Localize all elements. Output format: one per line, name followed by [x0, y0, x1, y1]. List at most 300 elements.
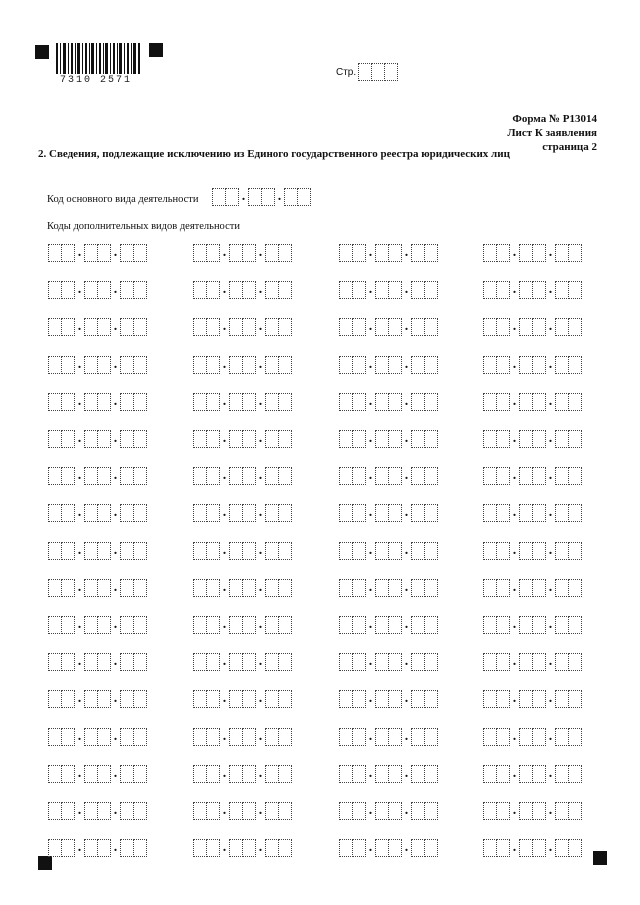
code-digit-cell[interactable]: [242, 839, 256, 857]
additional-activity-code-field[interactable]: [339, 579, 438, 597]
code-digit-cell[interactable]: [84, 765, 98, 783]
code-digit-cell[interactable]: [61, 281, 75, 299]
code-digit-cell[interactable]: [375, 616, 389, 634]
code-digit-cell[interactable]: [555, 318, 569, 336]
code-digit-cell[interactable]: [229, 616, 243, 634]
code-digit-cell[interactable]: [133, 802, 147, 820]
code-digit-cell[interactable]: [48, 393, 62, 411]
code-digit-cell[interactable]: [519, 690, 533, 708]
code-digit-cell[interactable]: [352, 393, 366, 411]
code-digit-cell[interactable]: [339, 653, 353, 671]
code-digit-cell[interactable]: [97, 281, 111, 299]
code-digit-cell[interactable]: [206, 765, 220, 783]
code-digit-cell[interactable]: [375, 653, 389, 671]
code-digit-cell[interactable]: [97, 579, 111, 597]
code-digit-cell[interactable]: [193, 616, 207, 634]
additional-activity-code-field[interactable]: [193, 281, 292, 299]
additional-activity-code-field[interactable]: [48, 318, 147, 336]
additional-activity-code-field[interactable]: [48, 579, 147, 597]
additional-activity-code-field[interactable]: [339, 430, 438, 448]
code-digit-cell[interactable]: [388, 579, 402, 597]
code-digit-cell[interactable]: [568, 690, 582, 708]
code-digit-cell[interactable]: [229, 393, 243, 411]
code-digit-cell[interactable]: [120, 467, 134, 485]
code-digit-cell[interactable]: [519, 579, 533, 597]
code-digit-cell[interactable]: [48, 839, 62, 857]
code-digit-cell[interactable]: [133, 244, 147, 262]
code-digit-cell[interactable]: [84, 728, 98, 746]
code-digit-cell[interactable]: [496, 616, 510, 634]
code-digit-cell[interactable]: [388, 802, 402, 820]
code-digit-cell[interactable]: [532, 504, 546, 522]
code-digit-cell[interactable]: [84, 318, 98, 336]
code-digit-cell[interactable]: [84, 467, 98, 485]
code-digit-cell[interactable]: [496, 802, 510, 820]
code-digit-cell[interactable]: [97, 839, 111, 857]
code-digit-cell[interactable]: [48, 728, 62, 746]
code-digit-cell[interactable]: [483, 579, 497, 597]
code-digit-cell[interactable]: [229, 690, 243, 708]
code-digit-cell[interactable]: [532, 579, 546, 597]
code-digit-cell[interactable]: [388, 467, 402, 485]
code-digit-cell[interactable]: [229, 542, 243, 560]
code-digit-cell[interactable]: [568, 802, 582, 820]
code-digit-cell[interactable]: [265, 430, 279, 448]
code-digit-cell[interactable]: [265, 542, 279, 560]
code-digit-cell[interactable]: [352, 467, 366, 485]
code-digit-cell[interactable]: [120, 802, 134, 820]
code-digit-cell[interactable]: [519, 504, 533, 522]
additional-activity-code-field[interactable]: [48, 653, 147, 671]
code-digit-cell[interactable]: [61, 653, 75, 671]
code-digit-cell[interactable]: [97, 653, 111, 671]
additional-activity-code-field[interactable]: [483, 690, 582, 708]
code-digit-cell[interactable]: [229, 318, 243, 336]
code-digit-cell[interactable]: [120, 504, 134, 522]
code-digit-cell[interactable]: [411, 356, 425, 374]
additional-activity-code-field[interactable]: [48, 616, 147, 634]
code-digit-cell[interactable]: [193, 839, 207, 857]
code-digit-cell[interactable]: [193, 393, 207, 411]
code-digit-cell[interactable]: [483, 616, 497, 634]
code-digit-cell[interactable]: [278, 504, 292, 522]
additional-activity-code-field[interactable]: [193, 728, 292, 746]
code-digit-cell[interactable]: [265, 579, 279, 597]
code-digit-cell[interactable]: [265, 467, 279, 485]
code-digit-cell[interactable]: [120, 318, 134, 336]
additional-activity-code-field[interactable]: [339, 616, 438, 634]
code-digit-cell[interactable]: [555, 430, 569, 448]
code-digit-cell[interactable]: [265, 690, 279, 708]
code-digit-cell[interactable]: [411, 393, 425, 411]
additional-activity-code-field[interactable]: [193, 653, 292, 671]
code-digit-cell[interactable]: [424, 653, 438, 671]
code-digit-cell[interactable]: [483, 356, 497, 374]
code-digit-cell[interactable]: [483, 393, 497, 411]
code-digit-cell[interactable]: [120, 281, 134, 299]
additional-activity-code-field[interactable]: [483, 653, 582, 671]
code-digit-cell[interactable]: [375, 802, 389, 820]
additional-activity-code-field[interactable]: [483, 765, 582, 783]
code-digit-cell[interactable]: [555, 839, 569, 857]
code-digit-cell[interactable]: [375, 839, 389, 857]
code-digit-cell[interactable]: [411, 504, 425, 522]
code-digit-cell[interactable]: [97, 467, 111, 485]
code-digit-cell[interactable]: [424, 356, 438, 374]
code-digit-cell[interactable]: [84, 430, 98, 448]
code-digit-cell[interactable]: [388, 765, 402, 783]
code-digit-cell[interactable]: [375, 542, 389, 560]
code-digit-cell[interactable]: [568, 728, 582, 746]
code-digit-cell[interactable]: [388, 690, 402, 708]
code-digit-cell[interactable]: [229, 504, 243, 522]
code-digit-cell[interactable]: [568, 504, 582, 522]
code-digit-cell[interactable]: [496, 728, 510, 746]
code-digit-cell[interactable]: [411, 690, 425, 708]
code-digit-cell[interactable]: [206, 616, 220, 634]
code-digit-cell[interactable]: [519, 839, 533, 857]
code-digit-cell[interactable]: [568, 616, 582, 634]
additional-activity-code-field[interactable]: [339, 356, 438, 374]
additional-activity-code-field[interactable]: [483, 579, 582, 597]
code-digit-cell[interactable]: [375, 281, 389, 299]
code-digit-cell[interactable]: [532, 728, 546, 746]
code-digit-cell[interactable]: [242, 653, 256, 671]
additional-activity-code-field[interactable]: [193, 430, 292, 448]
code-digit-cell[interactable]: [61, 356, 75, 374]
code-digit-cell[interactable]: [424, 690, 438, 708]
code-digit-cell[interactable]: [483, 690, 497, 708]
code-digit-cell[interactable]: [206, 839, 220, 857]
code-digit-cell[interactable]: [411, 542, 425, 560]
code-digit-cell[interactable]: [496, 467, 510, 485]
code-digit-cell[interactable]: [133, 579, 147, 597]
additional-activity-code-field[interactable]: [483, 244, 582, 262]
page-digit-cell[interactable]: [384, 63, 398, 81]
code-digit-cell[interactable]: [424, 802, 438, 820]
code-digit-cell[interactable]: [424, 839, 438, 857]
code-digit-cell[interactable]: [265, 765, 279, 783]
code-digit-cell[interactable]: [206, 690, 220, 708]
code-digit-cell[interactable]: [242, 728, 256, 746]
code-digit-cell[interactable]: [278, 244, 292, 262]
code-digit-cell[interactable]: [483, 430, 497, 448]
code-digit-cell[interactable]: [339, 244, 353, 262]
code-digit-cell[interactable]: [411, 579, 425, 597]
code-digit-cell[interactable]: [133, 616, 147, 634]
code-digit-cell[interactable]: [555, 467, 569, 485]
code-digit-cell[interactable]: [568, 356, 582, 374]
code-digit-cell[interactable]: [278, 393, 292, 411]
code-digit-cell[interactable]: [193, 690, 207, 708]
code-digit-cell[interactable]: [97, 244, 111, 262]
code-digit-cell[interactable]: [120, 579, 134, 597]
code-digit-cell[interactable]: [496, 542, 510, 560]
additional-activity-code-field[interactable]: [483, 802, 582, 820]
additional-activity-code-field[interactable]: [48, 690, 147, 708]
code-digit-cell[interactable]: [97, 802, 111, 820]
code-digit-cell[interactable]: [206, 318, 220, 336]
code-digit-cell[interactable]: [242, 542, 256, 560]
code-digit-cell[interactable]: [483, 765, 497, 783]
code-digit-cell[interactable]: [555, 728, 569, 746]
code-digit-cell[interactable]: [48, 281, 62, 299]
code-digit-cell[interactable]: [48, 616, 62, 634]
code-digit-cell[interactable]: [496, 579, 510, 597]
code-digit-cell[interactable]: [388, 244, 402, 262]
code-digit-cell[interactable]: [555, 356, 569, 374]
code-digit-cell[interactable]: [120, 690, 134, 708]
code-digit-cell[interactable]: [339, 728, 353, 746]
code-digit-cell[interactable]: [48, 356, 62, 374]
code-digit-cell[interactable]: [483, 839, 497, 857]
additional-activity-code-field[interactable]: [339, 653, 438, 671]
code-digit-cell[interactable]: [483, 504, 497, 522]
code-digit-cell[interactable]: [388, 616, 402, 634]
code-digit-cell[interactable]: [339, 318, 353, 336]
code-digit-cell[interactable]: [242, 690, 256, 708]
code-digit-cell[interactable]: [339, 542, 353, 560]
code-digit-cell[interactable]: [568, 244, 582, 262]
code-digit-cell[interactable]: [339, 504, 353, 522]
code-digit-cell[interactable]: [84, 281, 98, 299]
code-digit-cell[interactable]: [424, 616, 438, 634]
code-digit-cell[interactable]: [568, 318, 582, 336]
code-digit-cell[interactable]: [555, 802, 569, 820]
additional-activity-code-field[interactable]: [48, 765, 147, 783]
code-digit-cell[interactable]: [352, 281, 366, 299]
additional-activity-code-field[interactable]: [339, 244, 438, 262]
code-digit-cell[interactable]: [532, 839, 546, 857]
code-digit-cell[interactable]: [519, 653, 533, 671]
additional-activity-code-field[interactable]: [48, 542, 147, 560]
code-digit-cell[interactable]: [242, 244, 256, 262]
code-digit-cell[interactable]: [229, 244, 243, 262]
code-digit-cell[interactable]: [519, 318, 533, 336]
code-digit-cell[interactable]: [278, 467, 292, 485]
code-digit-cell[interactable]: [352, 504, 366, 522]
code-digit-cell[interactable]: [339, 839, 353, 857]
additional-activity-code-field[interactable]: [193, 393, 292, 411]
code-digit-cell[interactable]: [133, 728, 147, 746]
code-digit-cell[interactable]: [375, 430, 389, 448]
code-digit-cell[interactable]: [278, 281, 292, 299]
code-digit-cell[interactable]: [424, 579, 438, 597]
code-digit-cell[interactable]: [388, 393, 402, 411]
code-digit-cell[interactable]: [568, 765, 582, 783]
additional-activity-code-field[interactable]: [193, 616, 292, 634]
code-digit-cell[interactable]: [133, 430, 147, 448]
additional-activity-code-field[interactable]: [193, 542, 292, 560]
code-digit-cell[interactable]: [555, 393, 569, 411]
code-digit-cell[interactable]: [352, 244, 366, 262]
code-digit-cell[interactable]: [193, 728, 207, 746]
code-digit-cell[interactable]: [120, 765, 134, 783]
code-digit-cell[interactable]: [532, 244, 546, 262]
additional-activity-code-field[interactable]: [339, 802, 438, 820]
additional-activity-code-field[interactable]: [339, 467, 438, 485]
code-digit-cell[interactable]: [242, 318, 256, 336]
code-digit-cell[interactable]: [84, 653, 98, 671]
code-digit-cell[interactable]: [278, 616, 292, 634]
code-digit-cell[interactable]: [339, 430, 353, 448]
code-digit-cell[interactable]: [61, 467, 75, 485]
code-digit-cell[interactable]: [61, 504, 75, 522]
code-digit-cell[interactable]: [278, 579, 292, 597]
code-digit-cell[interactable]: [133, 504, 147, 522]
code-digit-cell[interactable]: [352, 728, 366, 746]
code-digit-cell[interactable]: [483, 281, 497, 299]
code-digit-cell[interactable]: [375, 504, 389, 522]
code-digit-cell[interactable]: [352, 802, 366, 820]
code-digit-cell[interactable]: [61, 430, 75, 448]
code-digit-cell[interactable]: [496, 430, 510, 448]
code-digit-cell[interactable]: [229, 802, 243, 820]
additional-activity-code-field[interactable]: [193, 356, 292, 374]
code-digit-cell[interactable]: [97, 356, 111, 374]
additional-activity-code-field[interactable]: [48, 839, 147, 857]
additional-activity-code-field[interactable]: [339, 318, 438, 336]
code-digit-cell[interactable]: [265, 244, 279, 262]
code-digit-cell[interactable]: [120, 356, 134, 374]
code-digit-cell[interactable]: [278, 839, 292, 857]
code-digit-cell[interactable]: [532, 690, 546, 708]
code-digit-cell[interactable]: [375, 356, 389, 374]
additional-activity-code-field[interactable]: [483, 318, 582, 336]
code-digit-cell[interactable]: [411, 616, 425, 634]
code-digit-cell[interactable]: [265, 728, 279, 746]
code-digit-cell[interactable]: [206, 467, 220, 485]
code-digit-cell[interactable]: [278, 728, 292, 746]
code-digit-cell[interactable]: [424, 430, 438, 448]
code-digit-cell[interactable]: [519, 430, 533, 448]
code-digit-cell[interactable]: [120, 393, 134, 411]
code-digit-cell[interactable]: [61, 579, 75, 597]
code-digit-cell[interactable]: [339, 579, 353, 597]
code-digit-cell[interactable]: [242, 616, 256, 634]
code-digit-cell[interactable]: [206, 579, 220, 597]
additional-activity-code-field[interactable]: [48, 802, 147, 820]
code-digit-cell[interactable]: [532, 802, 546, 820]
code-digit-cell[interactable]: [496, 356, 510, 374]
code-digit-cell[interactable]: [193, 504, 207, 522]
code-digit-cell[interactable]: [388, 653, 402, 671]
code-digit-cell[interactable]: [133, 839, 147, 857]
code-digit-cell[interactable]: [193, 244, 207, 262]
code-digit-cell[interactable]: [568, 430, 582, 448]
code-digit-cell[interactable]: [120, 728, 134, 746]
additional-activity-code-field[interactable]: [193, 244, 292, 262]
additional-activity-code-field[interactable]: [483, 728, 582, 746]
code-digit-cell[interactable]: [411, 244, 425, 262]
code-digit-cell[interactable]: [229, 765, 243, 783]
code-digit-cell[interactable]: [84, 802, 98, 820]
code-digit-cell[interactable]: [133, 356, 147, 374]
additional-activity-code-field[interactable]: [339, 690, 438, 708]
code-digit-cell[interactable]: [555, 653, 569, 671]
code-digit-cell[interactable]: [568, 467, 582, 485]
code-digit-cell[interactable]: [61, 765, 75, 783]
code-digit-cell[interactable]: [206, 244, 220, 262]
code-digit-cell[interactable]: [48, 653, 62, 671]
code-digit-cell[interactable]: [97, 504, 111, 522]
code-digit-cell[interactable]: [532, 653, 546, 671]
code-digit-cell[interactable]: [265, 356, 279, 374]
code-digit-cell[interactable]: [97, 690, 111, 708]
code-digit-cell[interactable]: [133, 393, 147, 411]
code-digit-cell[interactable]: [424, 504, 438, 522]
code-digit-cell[interactable]: [352, 616, 366, 634]
code-digit-cell[interactable]: [496, 393, 510, 411]
code-digit-cell[interactable]: [519, 393, 533, 411]
code-digit-cell[interactable]: [411, 728, 425, 746]
code-digit-cell[interactable]: [352, 690, 366, 708]
code-digit-cell[interactable]: [555, 616, 569, 634]
code-digit-cell[interactable]: [61, 728, 75, 746]
code-digit-cell[interactable]: [242, 356, 256, 374]
code-digit-cell[interactable]: [48, 579, 62, 597]
code-digit-cell[interactable]: [496, 839, 510, 857]
code-digit-cell[interactable]: [411, 765, 425, 783]
code-digit-cell[interactable]: [84, 504, 98, 522]
code-digit-cell[interactable]: [278, 430, 292, 448]
code-digit-cell[interactable]: [97, 765, 111, 783]
additional-activity-code-field[interactable]: [48, 244, 147, 262]
code-digit-cell[interactable]: [193, 579, 207, 597]
code-digit-cell[interactable]: [133, 318, 147, 336]
code-digit-cell[interactable]: [265, 504, 279, 522]
additional-activity-code-field[interactable]: [483, 839, 582, 857]
code-digit-cell[interactable]: [388, 542, 402, 560]
code-digit-cell[interactable]: [97, 393, 111, 411]
code-digit-cell[interactable]: [532, 281, 546, 299]
code-digit-cell[interactable]: [242, 430, 256, 448]
additional-activity-code-field[interactable]: [339, 504, 438, 522]
code-digit-cell[interactable]: [555, 765, 569, 783]
code-digit-cell[interactable]: [193, 318, 207, 336]
code-digit-cell[interactable]: [48, 542, 62, 560]
code-digit-cell[interactable]: [278, 802, 292, 820]
code-digit-cell[interactable]: [483, 802, 497, 820]
code-digit-cell[interactable]: [352, 318, 366, 336]
code-digit-cell[interactable]: [352, 430, 366, 448]
code-digit-cell[interactable]: [424, 728, 438, 746]
code-digit-cell[interactable]: [375, 579, 389, 597]
code-digit-cell[interactable]: [424, 765, 438, 783]
code-digit-cell[interactable]: [424, 281, 438, 299]
additional-activity-code-field[interactable]: [48, 393, 147, 411]
code-digit-cell[interactable]: [48, 504, 62, 522]
code-digit-cell[interactable]: [519, 244, 533, 262]
code-digit-cell[interactable]: [206, 728, 220, 746]
code-digit-cell[interactable]: [206, 393, 220, 411]
additional-activity-code-field[interactable]: [339, 393, 438, 411]
code-digit-cell[interactable]: [411, 653, 425, 671]
code-digit-cell[interactable]: [242, 579, 256, 597]
code-digit-cell[interactable]: [84, 393, 98, 411]
code-digit-cell[interactable]: [411, 318, 425, 336]
additional-activity-code-field[interactable]: [483, 467, 582, 485]
code-digit-cell[interactable]: [339, 690, 353, 708]
additional-activity-code-field[interactable]: [48, 467, 147, 485]
code-digit-cell[interactable]: [242, 802, 256, 820]
additional-activity-code-field[interactable]: [193, 318, 292, 336]
code-digit-cell[interactable]: [496, 504, 510, 522]
code-digit-cell[interactable]: [278, 653, 292, 671]
additional-activity-code-field[interactable]: [193, 467, 292, 485]
code-digit-cell[interactable]: [483, 728, 497, 746]
code-digit-cell[interactable]: [61, 542, 75, 560]
